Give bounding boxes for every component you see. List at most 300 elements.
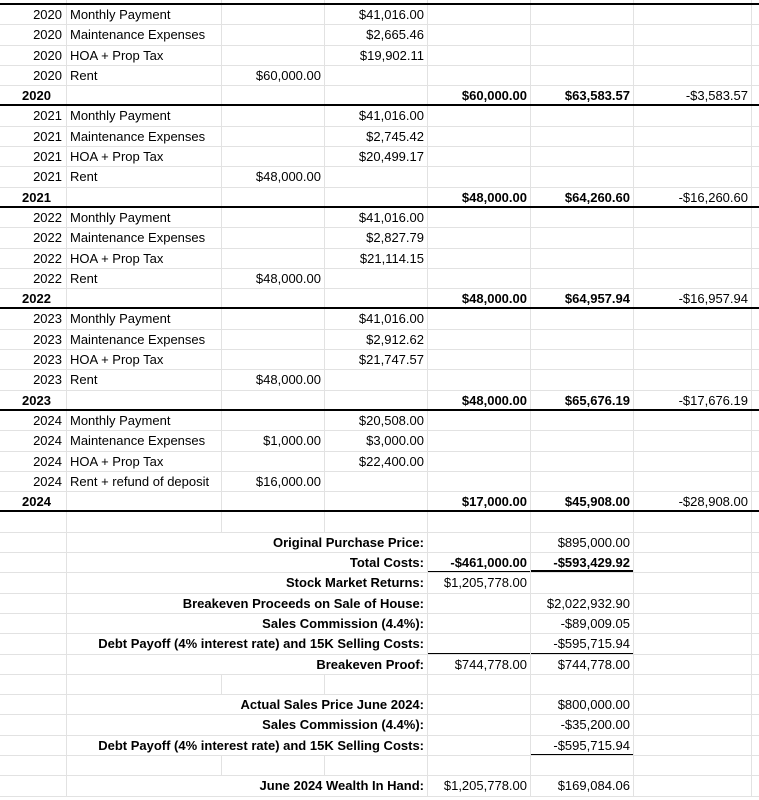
cell[interactable] bbox=[634, 127, 752, 146]
wealth-row-value-b[interactable]: $169,084.06 bbox=[531, 776, 634, 795]
net-cell[interactable]: -$16,957.94 bbox=[634, 289, 752, 307]
item-label-cell[interactable]: Monthly Payment bbox=[67, 309, 222, 328]
cost-cell[interactable]: $41,016.00 bbox=[325, 309, 428, 328]
cost-cell[interactable]: $21,114.15 bbox=[325, 249, 428, 268]
cell[interactable] bbox=[222, 756, 325, 775]
year-cell[interactable]: 2022 bbox=[0, 249, 67, 268]
year-cell[interactable]: 2021 bbox=[0, 147, 67, 166]
income-cell[interactable]: $1,000.00 bbox=[222, 431, 325, 450]
net-cell[interactable]: -$28,908.00 bbox=[634, 492, 752, 510]
income-cell[interactable] bbox=[222, 5, 325, 24]
cell[interactable] bbox=[428, 66, 531, 85]
cell[interactable] bbox=[0, 573, 67, 592]
cell[interactable] bbox=[0, 695, 67, 714]
cell[interactable] bbox=[428, 249, 531, 268]
debt-row-value-b[interactable]: -$595,715.94 bbox=[531, 634, 634, 653]
cell[interactable] bbox=[752, 0, 759, 3]
cell[interactable] bbox=[752, 147, 759, 166]
total-income-cell[interactable]: $60,000.00 bbox=[428, 86, 531, 104]
cell[interactable] bbox=[634, 269, 752, 288]
cell[interactable] bbox=[752, 492, 759, 510]
cell[interactable] bbox=[634, 533, 752, 552]
cell[interactable] bbox=[531, 512, 634, 531]
income-cell[interactable] bbox=[222, 228, 325, 247]
cell[interactable] bbox=[752, 5, 759, 24]
cell[interactable] bbox=[428, 431, 531, 450]
cell[interactable] bbox=[634, 167, 752, 186]
cell[interactable] bbox=[634, 228, 752, 247]
income-cell[interactable] bbox=[222, 127, 325, 146]
cell[interactable] bbox=[752, 736, 759, 755]
cell[interactable] bbox=[428, 472, 531, 491]
cell[interactable] bbox=[428, 228, 531, 247]
item-label-cell[interactable]: Rent bbox=[67, 167, 222, 186]
year-total-label[interactable]: 2022 bbox=[0, 289, 67, 307]
cell[interactable] bbox=[222, 289, 325, 307]
income-cell[interactable]: $16,000.00 bbox=[222, 472, 325, 491]
cell[interactable] bbox=[0, 512, 67, 531]
cell[interactable] bbox=[428, 147, 531, 166]
income-cell[interactable]: $48,000.00 bbox=[222, 269, 325, 288]
cell[interactable] bbox=[0, 756, 67, 775]
cell[interactable] bbox=[752, 594, 759, 613]
total-costs-row-value-b[interactable]: -$593,429.92 bbox=[531, 553, 634, 572]
cost-cell[interactable]: $20,508.00 bbox=[325, 411, 428, 430]
cell[interactable] bbox=[752, 289, 759, 307]
income-cell[interactable] bbox=[222, 411, 325, 430]
total-costs-cell[interactable]: $64,957.94 bbox=[531, 289, 634, 307]
cell[interactable] bbox=[634, 512, 752, 531]
cell[interactable] bbox=[531, 350, 634, 369]
item-label-cell[interactable]: HOA + Prop Tax bbox=[67, 46, 222, 65]
cell[interactable] bbox=[531, 228, 634, 247]
cell[interactable] bbox=[67, 492, 222, 510]
cell[interactable] bbox=[67, 512, 222, 531]
income-cell[interactable]: $48,000.00 bbox=[222, 167, 325, 186]
cell[interactable] bbox=[0, 553, 67, 572]
cell[interactable] bbox=[428, 46, 531, 65]
cell[interactable] bbox=[634, 614, 752, 633]
cost-cell[interactable] bbox=[325, 370, 428, 389]
cell[interactable] bbox=[67, 289, 222, 307]
year-total-label[interactable]: 2024 bbox=[0, 492, 67, 510]
total-costs-cell[interactable]: $64,260.60 bbox=[531, 188, 634, 206]
cost-cell[interactable]: $41,016.00 bbox=[325, 5, 428, 24]
cost-cell[interactable]: $2,912.62 bbox=[325, 330, 428, 349]
cell[interactable] bbox=[752, 675, 759, 694]
cell[interactable] bbox=[67, 86, 222, 104]
cell[interactable] bbox=[0, 614, 67, 633]
cell[interactable] bbox=[428, 309, 531, 328]
item-label-cell[interactable]: Monthly Payment bbox=[67, 208, 222, 227]
cell[interactable] bbox=[428, 411, 531, 430]
cell[interactable] bbox=[531, 370, 634, 389]
cell[interactable] bbox=[222, 188, 325, 206]
item-label-cell[interactable]: Maintenance Expenses bbox=[67, 431, 222, 450]
cell[interactable] bbox=[428, 5, 531, 24]
cell[interactable] bbox=[752, 86, 759, 104]
cost-cell[interactable]: $2,827.79 bbox=[325, 228, 428, 247]
cost-cell[interactable]: $22,400.00 bbox=[325, 452, 428, 471]
actual-price-row-value-a[interactable] bbox=[428, 695, 531, 714]
cost-cell[interactable]: $21,747.57 bbox=[325, 350, 428, 369]
breakeven-proof-row-label[interactable]: Breakeven Proof: bbox=[67, 655, 428, 674]
debt2-row-value-a[interactable] bbox=[428, 736, 531, 755]
cell[interactable] bbox=[752, 330, 759, 349]
cell[interactable] bbox=[531, 411, 634, 430]
cell[interactable] bbox=[428, 269, 531, 288]
total-income-cell[interactable]: $48,000.00 bbox=[428, 289, 531, 307]
cost-cell[interactable] bbox=[325, 472, 428, 491]
commission-row-value-b[interactable]: -$89,009.05 bbox=[531, 614, 634, 633]
income-cell[interactable]: $60,000.00 bbox=[222, 66, 325, 85]
year-cell[interactable]: 2024 bbox=[0, 411, 67, 430]
cell[interactable] bbox=[531, 0, 634, 3]
cost-cell[interactable]: $2,745.42 bbox=[325, 127, 428, 146]
total-income-cell[interactable]: $17,000.00 bbox=[428, 492, 531, 510]
cell[interactable] bbox=[752, 370, 759, 389]
cell[interactable] bbox=[428, 756, 531, 775]
cell[interactable] bbox=[0, 655, 67, 674]
cell[interactable] bbox=[325, 86, 428, 104]
item-label-cell[interactable]: Maintenance Expenses bbox=[67, 330, 222, 349]
actual-price-row-label[interactable]: Actual Sales Price June 2024: bbox=[67, 695, 428, 714]
year-cell[interactable]: 2024 bbox=[0, 452, 67, 471]
cell[interactable] bbox=[531, 269, 634, 288]
cell[interactable] bbox=[222, 675, 325, 694]
cell[interactable] bbox=[531, 756, 634, 775]
cost-cell[interactable]: $20,499.17 bbox=[325, 147, 428, 166]
commission-row-label[interactable]: Sales Commission (4.4%): bbox=[67, 614, 428, 633]
cell[interactable] bbox=[752, 776, 759, 795]
cell[interactable] bbox=[752, 46, 759, 65]
table-row bbox=[0, 350, 759, 370]
cell[interactable] bbox=[634, 756, 752, 775]
cell[interactable] bbox=[222, 86, 325, 104]
cell[interactable] bbox=[67, 391, 222, 409]
item-label-cell[interactable]: Maintenance Expenses bbox=[67, 228, 222, 247]
item-label-cell[interactable]: Maintenance Expenses bbox=[67, 25, 222, 44]
cell[interactable] bbox=[752, 25, 759, 44]
cell[interactable] bbox=[67, 0, 222, 3]
cell[interactable] bbox=[325, 512, 428, 531]
wealth-row-label[interactable]: June 2024 Wealth In Hand: bbox=[67, 776, 428, 795]
income-cell[interactable] bbox=[222, 208, 325, 227]
item-label-cell[interactable]: Rent bbox=[67, 370, 222, 389]
breakeven-proof-row-value-a[interactable]: $744,778.00 bbox=[428, 655, 531, 674]
income-cell[interactable] bbox=[222, 309, 325, 328]
total-income-cell[interactable]: $48,000.00 bbox=[428, 391, 531, 409]
cell[interactable] bbox=[752, 756, 759, 775]
total-income-cell[interactable]: $48,000.00 bbox=[428, 188, 531, 206]
year-cell[interactable]: 2024 bbox=[0, 431, 67, 450]
item-label-cell[interactable]: Monthly Payment bbox=[67, 5, 222, 24]
income-cell[interactable] bbox=[222, 25, 325, 44]
year-cell[interactable]: 2021 bbox=[0, 127, 67, 146]
year-cell[interactable]: 2023 bbox=[0, 330, 67, 349]
cell[interactable] bbox=[634, 330, 752, 349]
breakeven-row-value-a[interactable] bbox=[428, 594, 531, 613]
item-label-cell[interactable]: HOA + Prop Tax bbox=[67, 350, 222, 369]
cell[interactable] bbox=[0, 675, 67, 694]
cell[interactable] bbox=[634, 553, 752, 572]
cell[interactable] bbox=[531, 309, 634, 328]
cell[interactable] bbox=[325, 0, 428, 3]
cell[interactable] bbox=[634, 472, 752, 491]
cell[interactable] bbox=[752, 655, 759, 674]
breakeven-proof-row-value-b[interactable]: $744,778.00 bbox=[531, 655, 634, 674]
cell[interactable] bbox=[752, 634, 759, 653]
cell[interactable] bbox=[531, 167, 634, 186]
breakeven-row-value-b[interactable]: $2,022,932.90 bbox=[531, 594, 634, 613]
total-costs-row-label[interactable]: Total Costs: bbox=[67, 553, 428, 572]
cell[interactable] bbox=[634, 350, 752, 369]
cell[interactable] bbox=[634, 411, 752, 430]
cell[interactable] bbox=[531, 147, 634, 166]
cell[interactable] bbox=[325, 188, 428, 206]
cell[interactable] bbox=[0, 715, 67, 734]
cost-cell[interactable]: $41,016.00 bbox=[325, 208, 428, 227]
cost-cell[interactable]: $19,902.11 bbox=[325, 46, 428, 65]
cell[interactable] bbox=[752, 167, 759, 186]
cell[interactable] bbox=[634, 309, 752, 328]
cell[interactable] bbox=[222, 391, 325, 409]
cell[interactable] bbox=[222, 512, 325, 531]
item-label-cell[interactable]: Maintenance Expenses bbox=[67, 127, 222, 146]
cell[interactable] bbox=[428, 452, 531, 471]
cell[interactable] bbox=[428, 25, 531, 44]
cost-cell[interactable] bbox=[325, 66, 428, 85]
cost-cell[interactable]: $2,665.46 bbox=[325, 25, 428, 44]
cell[interactable] bbox=[428, 370, 531, 389]
cell[interactable] bbox=[531, 46, 634, 65]
cost-cell[interactable] bbox=[325, 167, 428, 186]
cell[interactable] bbox=[634, 106, 752, 125]
cell[interactable] bbox=[752, 228, 759, 247]
item-label-cell[interactable]: HOA + Prop Tax bbox=[67, 452, 222, 471]
cell[interactable] bbox=[67, 675, 222, 694]
cell[interactable] bbox=[0, 736, 67, 755]
cell[interactable] bbox=[531, 249, 634, 268]
cell[interactable] bbox=[752, 188, 759, 206]
cell[interactable] bbox=[222, 492, 325, 510]
cell[interactable] bbox=[752, 249, 759, 268]
breakeven-row-label[interactable]: Breakeven Proceeds on Sale of House: bbox=[67, 594, 428, 613]
item-label-cell[interactable]: Rent bbox=[67, 66, 222, 85]
income-cell[interactable] bbox=[222, 330, 325, 349]
purchase-price-row-label[interactable]: Original Purchase Price: bbox=[67, 533, 428, 552]
cell[interactable] bbox=[752, 106, 759, 125]
cell[interactable] bbox=[67, 188, 222, 206]
cell[interactable] bbox=[325, 391, 428, 409]
cell[interactable] bbox=[428, 675, 531, 694]
item-label-cell[interactable]: Rent bbox=[67, 269, 222, 288]
year-total-label[interactable]: 2020 bbox=[0, 86, 67, 104]
cell[interactable] bbox=[634, 25, 752, 44]
year-cell[interactable]: 2022 bbox=[0, 208, 67, 227]
cell[interactable] bbox=[752, 350, 759, 369]
cell[interactable] bbox=[531, 431, 634, 450]
debt-row-label[interactable]: Debt Payoff (4% interest rate) and 15K Selling Costs: bbox=[67, 634, 428, 653]
cell[interactable] bbox=[752, 472, 759, 491]
cost-cell[interactable]: $41,016.00 bbox=[325, 106, 428, 125]
cell[interactable] bbox=[752, 66, 759, 85]
item-label-cell[interactable]: HOA + Prop Tax bbox=[67, 147, 222, 166]
year-cell[interactable]: 2023 bbox=[0, 350, 67, 369]
commission2-row-value-a[interactable] bbox=[428, 715, 531, 734]
purchase-price-row-value-a[interactable] bbox=[428, 533, 531, 552]
net-cell[interactable]: -$16,260.60 bbox=[634, 188, 752, 206]
total-costs-row-value-a[interactable]: -$461,000.00 bbox=[428, 553, 531, 572]
income-cell[interactable] bbox=[222, 46, 325, 65]
wealth-row bbox=[0, 776, 759, 796]
cell[interactable] bbox=[325, 756, 428, 775]
cell[interactable] bbox=[531, 127, 634, 146]
cost-cell[interactable]: $3,000.00 bbox=[325, 431, 428, 450]
stock-returns-row-value-b[interactable] bbox=[531, 573, 634, 592]
cell[interactable] bbox=[634, 695, 752, 714]
cell[interactable] bbox=[752, 391, 759, 409]
commission-row-value-a[interactable] bbox=[428, 614, 531, 633]
purchase-price-row-value-b[interactable]: $895,000.00 bbox=[531, 533, 634, 552]
cell[interactable] bbox=[634, 431, 752, 450]
cell[interactable] bbox=[634, 370, 752, 389]
cell[interactable] bbox=[634, 66, 752, 85]
cell[interactable] bbox=[752, 208, 759, 227]
cell[interactable] bbox=[634, 675, 752, 694]
cell[interactable] bbox=[752, 127, 759, 146]
cell[interactable] bbox=[222, 0, 325, 3]
cell[interactable] bbox=[428, 0, 531, 3]
year-cell[interactable]: 2021 bbox=[0, 167, 67, 186]
cell[interactable] bbox=[634, 0, 752, 3]
debt2-row-label[interactable]: Debt Payoff (4% interest rate) and 15K Selling Costs: bbox=[67, 736, 428, 755]
cell[interactable] bbox=[634, 249, 752, 268]
cell[interactable] bbox=[325, 492, 428, 510]
cell[interactable] bbox=[0, 594, 67, 613]
income-cell[interactable] bbox=[222, 452, 325, 471]
cell[interactable] bbox=[634, 715, 752, 734]
year-cell[interactable]: 2020 bbox=[0, 5, 67, 24]
cell[interactable] bbox=[752, 614, 759, 633]
year-cell[interactable]: 2020 bbox=[0, 66, 67, 85]
commission2-row-label[interactable]: Sales Commission (4.4%): bbox=[67, 715, 428, 734]
income-cell[interactable]: $48,000.00 bbox=[222, 370, 325, 389]
cell[interactable] bbox=[634, 634, 752, 653]
item-label-cell[interactable]: Monthly Payment bbox=[67, 411, 222, 430]
net-cell[interactable]: -$17,676.19 bbox=[634, 391, 752, 409]
cell[interactable] bbox=[634, 208, 752, 227]
item-label-cell[interactable]: HOA + Prop Tax bbox=[67, 249, 222, 268]
cell[interactable] bbox=[634, 776, 752, 795]
debt-row-value-a[interactable] bbox=[428, 634, 531, 653]
cell[interactable] bbox=[0, 776, 67, 795]
income-cell[interactable] bbox=[222, 147, 325, 166]
cell[interactable] bbox=[752, 452, 759, 471]
cell[interactable] bbox=[428, 350, 531, 369]
cell[interactable] bbox=[325, 675, 428, 694]
cell[interactable] bbox=[634, 5, 752, 24]
cell[interactable] bbox=[428, 330, 531, 349]
cell[interactable] bbox=[67, 756, 222, 775]
stock-returns-row-label[interactable]: Stock Market Returns: bbox=[67, 573, 428, 592]
cell[interactable] bbox=[531, 208, 634, 227]
cell[interactable] bbox=[634, 452, 752, 471]
cell[interactable] bbox=[634, 594, 752, 613]
cell[interactable] bbox=[752, 411, 759, 430]
item-label-cell[interactable]: Rent + refund of deposit bbox=[67, 472, 222, 491]
cell[interactable] bbox=[0, 0, 67, 3]
cell[interactable] bbox=[0, 634, 67, 653]
actual-price-row-value-b[interactable]: $800,000.00 bbox=[531, 695, 634, 714]
cell[interactable] bbox=[752, 309, 759, 328]
cell[interactable] bbox=[325, 289, 428, 307]
cell[interactable] bbox=[752, 533, 759, 552]
cell[interactable] bbox=[634, 147, 752, 166]
year-cell[interactable]: 2022 bbox=[0, 228, 67, 247]
commission2-row-value-b[interactable]: -$35,200.00 bbox=[531, 715, 634, 734]
cell[interactable] bbox=[752, 715, 759, 734]
cell[interactable] bbox=[531, 106, 634, 125]
cell[interactable] bbox=[531, 675, 634, 694]
cell[interactable] bbox=[752, 431, 759, 450]
item-label-cell[interactable]: Monthly Payment bbox=[67, 106, 222, 125]
cell[interactable] bbox=[752, 512, 759, 531]
year-cell[interactable]: 2021 bbox=[0, 106, 67, 125]
total-costs-cell[interactable]: $65,676.19 bbox=[531, 391, 634, 409]
cell[interactable] bbox=[428, 167, 531, 186]
cell[interactable] bbox=[531, 5, 634, 24]
cell[interactable] bbox=[428, 106, 531, 125]
year-cell[interactable]: 2024 bbox=[0, 472, 67, 491]
debt2-row-value-b[interactable]: -$595,715.94 bbox=[531, 736, 634, 755]
cell[interactable] bbox=[531, 330, 634, 349]
cell[interactable] bbox=[531, 66, 634, 85]
income-cell[interactable] bbox=[222, 350, 325, 369]
year-cell[interactable]: 2023 bbox=[0, 370, 67, 389]
cell[interactable] bbox=[634, 46, 752, 65]
cell[interactable] bbox=[531, 472, 634, 491]
year-cell[interactable]: 2020 bbox=[0, 25, 67, 44]
cell[interactable] bbox=[634, 655, 752, 674]
cell[interactable] bbox=[752, 695, 759, 714]
cell[interactable] bbox=[752, 573, 759, 592]
income-cell[interactable] bbox=[222, 249, 325, 268]
cell[interactable] bbox=[0, 533, 67, 552]
total-costs-cell[interactable]: $45,908.00 bbox=[531, 492, 634, 510]
year-total-label[interactable]: 2023 bbox=[0, 391, 67, 409]
cost-cell[interactable] bbox=[325, 269, 428, 288]
cell[interactable] bbox=[428, 512, 531, 531]
year-cell[interactable]: 2022 bbox=[0, 269, 67, 288]
total-costs-cell[interactable]: $63,583.57 bbox=[531, 86, 634, 104]
cell[interactable] bbox=[428, 208, 531, 227]
year-cell[interactable]: 2023 bbox=[0, 309, 67, 328]
cell[interactable] bbox=[428, 127, 531, 146]
cell[interactable] bbox=[634, 573, 752, 592]
stock-returns-row-value-a[interactable]: $1,205,778.00 bbox=[428, 573, 531, 592]
year-cell[interactable]: 2020 bbox=[0, 46, 67, 65]
cell[interactable] bbox=[531, 452, 634, 471]
year-total-label[interactable]: 2021 bbox=[0, 188, 67, 206]
cell[interactable] bbox=[531, 25, 634, 44]
wealth-row-value-a[interactable]: $1,205,778.00 bbox=[428, 776, 531, 795]
net-cell[interactable]: -$3,583.57 bbox=[634, 86, 752, 104]
cell[interactable] bbox=[752, 553, 759, 572]
cell[interactable] bbox=[634, 736, 752, 755]
income-cell[interactable] bbox=[222, 106, 325, 125]
cell[interactable] bbox=[752, 269, 759, 288]
